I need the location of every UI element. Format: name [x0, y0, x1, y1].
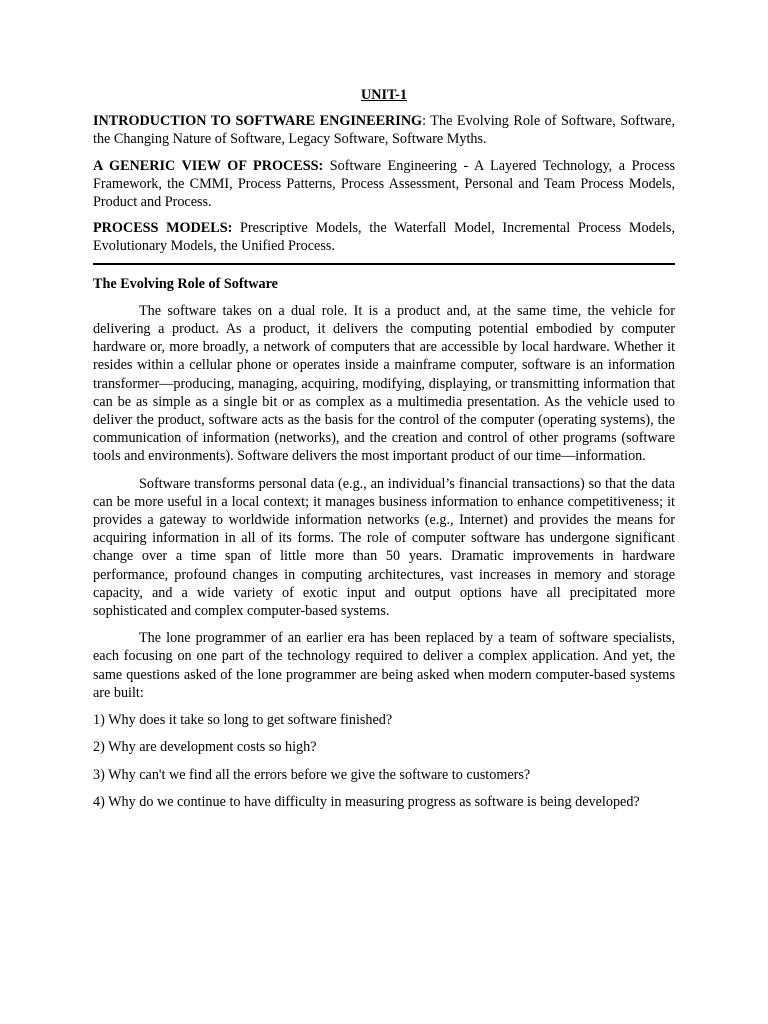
section-heading: The Evolving Role of Software [93, 275, 278, 292]
syllabus-topics: Prescriptive Models, the Waterfall Model, Incremental Process Models, Evolutionary Models, the Unified Process. [93, 220, 675, 255]
syllabus-item-introduction [93, 112, 675, 148]
document-body [93, 86, 675, 820]
question-item: 4) Why do we continue to have difficulty in measuring progress as software is being developed? [93, 793, 640, 810]
syllabus-item-generic-view [93, 157, 675, 212]
body-paragraph: Software transforms personal data (e.g., an individual’s financial transactions) so that the data can be more useful in a local context; it manages business information to enhance competitiveness; it provides a gateway to worldwide information networks (e.g., Internet) and provides the means for acquiring information in all of its forms. The role of computer software has undergone significant change over a time span of little more than 50 years. Dramatic improvements in hardware performance, profound changes in computing architectures, vast increases in memory and storage capacity, and a wide variety of exotic input and output options have all precipitated more sophisticated and complex computer-based systems. [93, 475, 675, 620]
syllabus-label: INTRODUCTION TO SOFTWARE ENGINEERING [93, 113, 423, 130]
question-item: 1) Why does it take so long to get software finished? [93, 712, 393, 729]
syllabus-block [93, 112, 675, 255]
question-item: 3) Why can't we find all the errors before we give the software to customers? [93, 766, 531, 783]
body-paragraph: The lone programmer of an earlier era has been replaced by a team of software specialists, each focusing on one part of the technology required to deliver a complex application. And yet, the same questions asked of the lone programmer are being asked when modern computer-based systems are built: [93, 630, 675, 701]
unit-title: UNIT-1 [361, 87, 407, 103]
section-divider [93, 263, 675, 265]
syllabus-item-process-models [93, 219, 675, 255]
question-item: 2) Why are development costs so high? [93, 739, 317, 756]
syllabus-topics: The Evolving Role of Software, Software, the Changing Nature of Software, Legacy Software, Software Myths. [93, 113, 675, 148]
body-paragraph: The software takes on a dual role. It is a product and, at the same time, the vehicle for delivering a product. As a product, it delivers the computing potential embodied by computer hardware or, more broadly, a network of computers that are accessible by local hardware. Whether it resides within a cellular phone or operates inside a mainframe computer, software is an information transformer—producing, managing, acquiring, modifying, displaying, or transmitting information that can be as simple as a single bit or as complex as a multimedia presentation. As the vehicle used to deliver the product, software acts as the basis for the control of the computer (operating systems), the communication of information (networks), and the creation and control of other programs (software tools and environments). Software delivers the most important product of our time—information. [93, 302, 675, 465]
syllabus-label: PROCESS MODELS: [93, 220, 233, 237]
syllabus-separator: : [422, 113, 427, 130]
syllabus-topics: Software Engineering - A Layered Technology, a Process Framework, the CMMI, Process Patterns, Process Assessment, Personal and Team Process Models, Product and Process. [93, 157, 675, 211]
syllabus-label: A GENERIC VIEW OF PROCESS: [93, 157, 324, 174]
